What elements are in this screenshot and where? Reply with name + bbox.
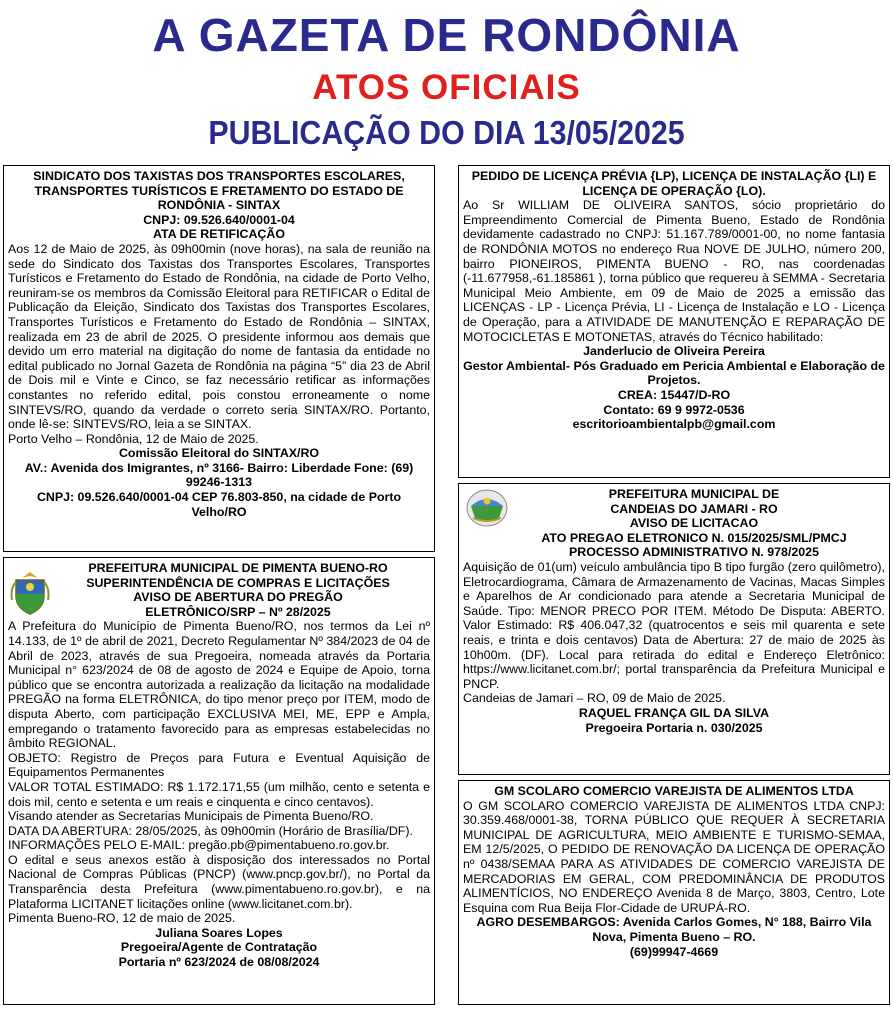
notice-title: ELETRÔNICO/SRP – Nº 28/2025 <box>145 604 331 619</box>
notice-email-info: INFORMAÇÕES PELO E-MAIL: pregão.pb@pimentabueno.ro.gov.br. <box>8 838 390 853</box>
notice-title: AVISO DE ABERTURA DO PREGÃO <box>133 590 343 605</box>
notice-body: Ao Sr WILLIAM DE OLIVEIRA SANTOS, sócio proprietário do Empreendimento Comercial de Pimenta Bueno, Estado de Rondônia devidamente cadastrado no CNPJ: 51.167.789/0001-00, no nome fantasia de RONDÔNIA MOTOS no endereço Rua NOVE DE JULHO, número 200, bairro PIONEIROS, PIMENTA BUENO - RO, nas coordenadas (-11.677958,-61.185861 ), torna público que requereu à SEMMA - Secretaria Municipal Meio Ambiente, em 09 de Maio de 2025 a emissão das LICENÇAS - LP - Licença Prévia, LI - Licença de Instalação e LO - Licença de Operação, para a ATIVIDADE DE MANUTENÇÃO E REPARAÇÃO DE MOTOCICLETAS E MOTONETAS, através do Técnico habilitado: <box>463 198 885 344</box>
notice-address: AGRO DESEMBARGOS: Avenida Carlos Gomes, N° 188, Bairro Vila Nova, Pimenta Bueno – RO. <box>476 915 872 944</box>
notice-sign-name: RAQUEL FRANÇA GIL DA SILVA <box>578 705 770 720</box>
notice-edital: O edital e seus anexos estão à disposição dos interessados no Portal Nacional de Compras Públicas (PNCP) (www.pncp.gov.br/), no Portal da Transparência desta Prefeitura (www.pimentabueno.ro.gov.br), e na Plataforma LICITANET licitações online (www.licitanet.com.br). <box>8 852 430 911</box>
notice-gm-scolaro <box>458 780 890 1005</box>
pimenta-bueno-coat-of-arms-icon <box>10 570 50 620</box>
notice-body: Aquisição de 01(um) veículo ambulância tipo B tipo furgão (zero quilômetro), Eletrocardiograma, Câmara de Armazenamento de Vacinas, Macas Simples e Aparelhos de Ar condicionado para atende a Secretaria Municipal de Saúde. Tipo: MENOR PRECO POR ITEM. Método De Disputa: ABERTO. Valor Estimado: R$ 406.047,32 (quatrocentos e seis mil quarenta e sete reais, e trinta e dois centavos) Data de Abertura: 27 de maio de 2025 às 10h00m. (DF). Local para retirada do edital e Endereço Eletrônico: https://www.licitanet.com.br/; portal transparência da Prefeitura Municipal e PNCP. <box>463 559 885 691</box>
notice-contact: Contato: 69 9 9972-0536 <box>603 402 745 417</box>
section-title: ATOS OFICIAIS <box>312 68 581 107</box>
candeias-do-jamari-coat-of-arms-icon <box>465 488 509 532</box>
notice-title: GM SCOLARO COMERCIO VAREJISTA DE ALIMENTOS LTDA <box>494 784 854 798</box>
notice-licenca <box>458 165 890 478</box>
notice-email: escritorioambientalpb@gmail.com <box>572 417 776 432</box>
notice-sign-role: Pregoeira Portaria n. 030/2025 <box>585 720 763 735</box>
notice-place-date: Porto Velho – Rondônia, 12 de Maio de 2025. <box>8 431 259 446</box>
notice-data-abertura: DATA DA ABERTURA: 28/05/2025, às 09h00min (Horário de Brasília/DF). <box>8 823 413 838</box>
notice-cnpj: CNPJ: 09.526.640/0001-04 <box>143 212 295 227</box>
notice-candeias <box>458 483 890 775</box>
newspaper-title: A GAZETA DE RONDÔNIA <box>152 9 741 61</box>
notice-title: AVISO DE LICITACAO <box>629 516 759 531</box>
notice-objeto: OBJETO: Registro de Preços para Futura e Eventual Aquisição de Equipamentos Permanentes <box>8 750 430 780</box>
notice-signature: Comissão Eleitoral do SINTAX/RO <box>118 446 320 461</box>
notice-title: ATO PREGAO ELETRONICO N. 015/2025/SML/PMCJ <box>541 530 847 545</box>
notice-address: AV.: Avenida dos Imigrantes, nº 3166- Bairro: Liberdade Fone: (69) 99246-1313 <box>24 460 414 490</box>
notice-title: PREFEITURA MUNICIPAL DE <box>608 487 780 501</box>
notice-title: PREFEITURA MUNICIPAL DE PIMENTA BUENO-RO <box>88 561 388 575</box>
notice-body: O GM SCOLARO COMERCIO VAREJISTA DE ALIMENTOS LTDA CNPJ: 30.359.468/0001-38, TORNA PÚBLICO QUE REQUER À SECRETARIA MUNICIPAL DE AGRICULTURA, MEIO AMBIENTE E TURISMO-SEMAA, EM 12/5/2025, O PEDIDO DE RENOVAÇÃO DA LICENÇA DE OPERAÇÃO nº 0438/SEMAA PARA AS ATIVIDADES DE COMERCIO VAREJISTA DE MERCADORIAS EM GERAL, COM PREDOMINÂNCIA DE PRODUTOS ALIMENTÍCIOS, NO ENDEREÇO Avenida 8 de Março, 3803, Centro, Lote Esquina com Rua Beija Flor-Cidade de URUPÁ-RO. <box>463 798 885 915</box>
notice-sintax <box>3 165 435 552</box>
notice-place-date: Candeias de Jamari – RO, 09 de Maio de 2025. <box>463 691 726 706</box>
notice-tech-title: Gestor Ambiental- Pós Graduado em Pericia Ambiental e Elaboração de Projetos. <box>463 358 885 388</box>
notice-title: PROCESSO ADMINISTRATIVO N. 978/2025 <box>569 545 819 560</box>
notice-pimenta-bueno <box>3 557 435 1005</box>
notice-sign-role: Pregoeira/Agente de Contratação <box>120 940 318 955</box>
notice-title: CANDEIAS DO JAMARI - RO <box>610 501 778 516</box>
notice-title: SUPERINTENDÊNCIA DE COMPRAS E LICITAÇÕES <box>86 575 390 590</box>
notice-valor: VALOR TOTAL ESTIMADO: R$ 1.172.171,55 (um milhão, cento e setenta e dois mil, cento e setenta e um reais e cinquenta e cinco centavos). <box>8 779 430 809</box>
notice-title: PEDIDO DE LICENÇA PRÉVIA {LP), LICENÇA DE INSTALAÇÃO {LI) E LICENÇA DE OPERAÇÃO {LO). <box>471 169 877 198</box>
notice-visando: Visando atender as Secretarias Municipais de Pimenta Bueno/RO. <box>8 809 374 824</box>
notice-sign-name: Juliana Soares Lopes <box>155 925 283 940</box>
notice-crea: CREA: 15447/D-RO <box>617 387 731 402</box>
notice-subtitle: ATA DE RETIFICAÇÃO <box>153 227 285 242</box>
notice-body: Aos 12 de Maio de 2025, às 09h00min (nove horas), na sala de reunião na sede do Sindicato dos Taxistas dos Transportes Escolares, Transportes Turísticos e Fretamento do Estado de Rondônia, na cidade de Porto Velho, reuniram-se os membros da Comissão Eleitoral para RETIFICAR o Edital de Publicação da Eleição, Sindicato dos Taxistas dos Transportes Escolares, Transportes Turísticos e Fretamento do Estado de Rondônia – SINTAX, realizada em 23 de abril de 2025. O presidente informou aos demais que devido um erro material na digitação do nome de fantasia da entidade no edital publicado no Jornal Gazeta de Rondônia na página “5” dia 23 de Abril de Dois mil e Vinte e Cinco, se faz necessário retificar as informações constantes no referido edital, pois constou erroneamente o nome SINTEVS/RO, quando da verdade o correto seria SINTAX/RO. Portanto, onde lê-se: SINTEVS/RO, leia a se SINTAX. <box>8 241 430 432</box>
notice-phone: (69)99947-4669 <box>629 944 719 959</box>
notice-place-date: Pimenta Bueno-RO, 12 de maio de 2025. <box>8 911 236 926</box>
notice-tech-name: Janderlucio de Oliveira Pereira <box>583 344 765 359</box>
notice-title: SINDICATO DOS TAXISTAS DOS TRANSPORTES ESCOLARES, TRANSPORTES TURÍSTICOS E FRETAMENTO DO ESTADO DE RONDÔNIA - SINTAX <box>33 169 405 213</box>
notice-cnpj-address: CNPJ: 09.526.640/0001-04 CEP 76.803-850, na cidade de Porto Velho/RO <box>36 490 402 519</box>
publication-date: PUBLICAÇÃO DO DIA 13/05/2025 <box>208 114 685 151</box>
notice-sign-portaria: Portaria nº 623/2024 de 08/08/2024 <box>118 955 320 970</box>
notice-body: A Prefeitura do Município de Pimenta Bueno/RO, nos termos da Lei nº 14.133, de 1º de abril de 2021, Decreto Regulamentar Nº 384/2023 de 04 de Abril de 2023, através de sua Pregoeira, nomeada através da Portaria Municipal n° 623/2024 de 08 de agosto de 2024 e Equipe de Apoio, torna público que se encontra autorizada a realização da licitação na modalidade PREGÃO na forma ELETRÔNICA, do tipo menor preço por ITEM, modo de disputa Aberto, com participação EXCLUSIVA MEI, ME, EPP e Ampla, empregando o tratamento favorecido para as empresas estabelecidas no âmbito REGIONAL. <box>8 619 430 751</box>
